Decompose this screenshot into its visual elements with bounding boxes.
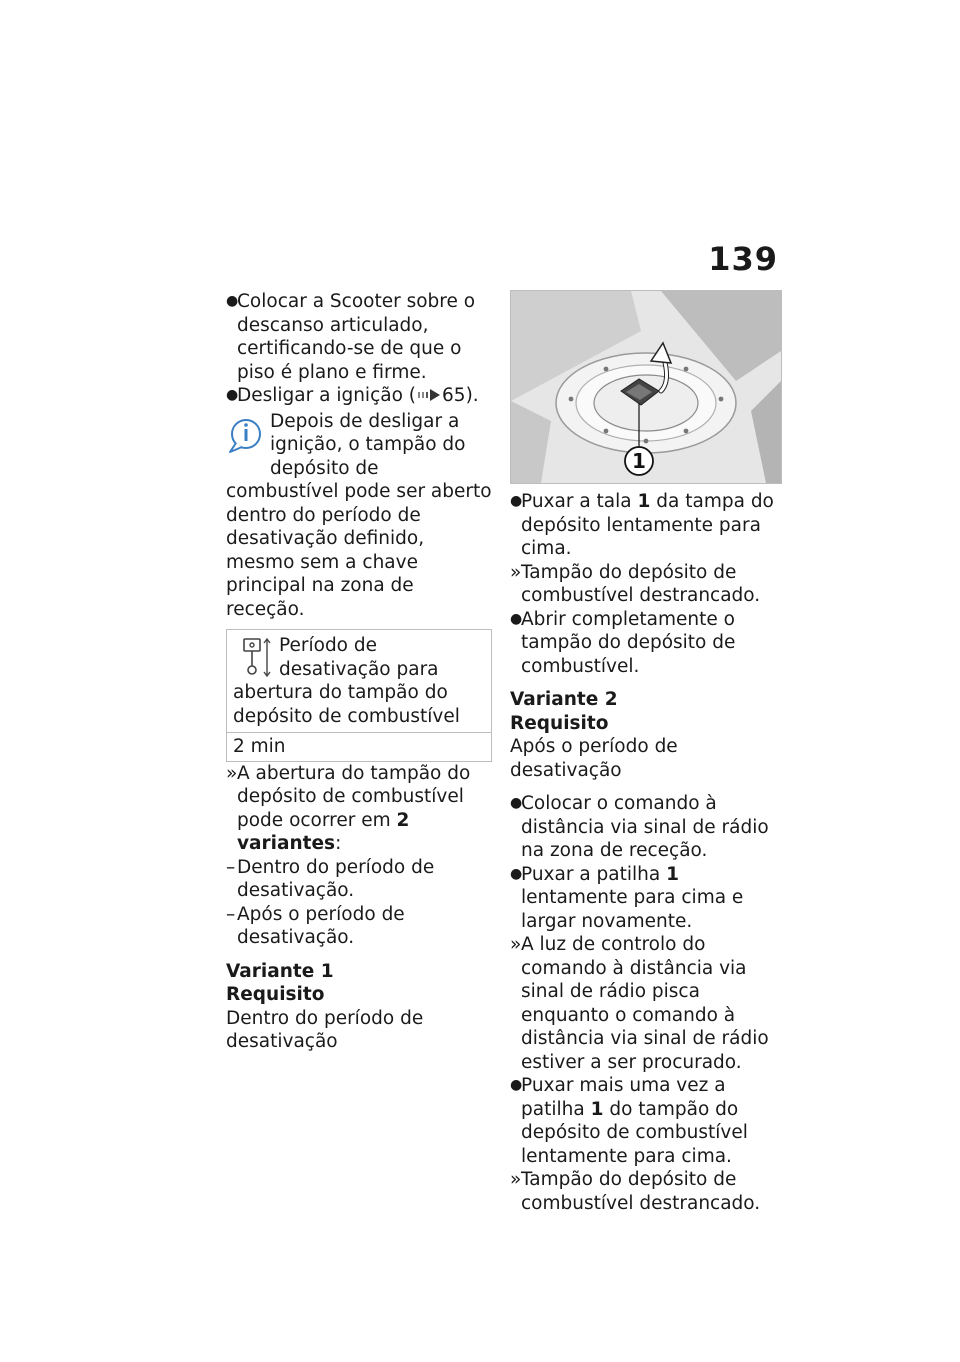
list-item: ● Abrir completamente o tampão do depósito de combustível. — [510, 608, 736, 677]
list-item: ● Desligar a ignição ( 65). — [226, 385, 479, 406]
part-reference: 1 — [590, 1098, 604, 1120]
fuel-cap-photo — [510, 290, 782, 484]
right-column — [510, 290, 782, 1215]
requirement-text: Dentro do período de desativação — [226, 1007, 424, 1052]
spec-table — [226, 629, 492, 762]
bullet-marker: ● — [226, 387, 239, 403]
requirement-heading: Requisito — [510, 712, 609, 734]
spec-value: 2 min — [233, 736, 286, 757]
bullet-marker: ● — [510, 610, 523, 627]
arrow-reference-icon — [416, 388, 442, 402]
variant-heading: Variante 2 — [510, 689, 618, 710]
page-reference: 65 — [442, 385, 466, 406]
bullet-marker: ● — [226, 293, 239, 309]
part-reference: 1 — [666, 863, 679, 885]
spec-header — [227, 630, 491, 733]
list-item: ● Colocar a Scooter sobre o descanso articulado, certificando-se de que o piso é plano e firme. — [226, 291, 476, 383]
list-item: » Tampão do depósito de combustível destrancado. — [510, 1169, 761, 1214]
left-column — [226, 290, 492, 1054]
result-marker: » — [510, 561, 522, 583]
list-item: ● Puxar a tala 1 da tampa do depósito lentamente para cima. — [510, 491, 774, 559]
figure-callout: 1 — [632, 449, 646, 473]
list-item: » A abertura do tampão do depósito de combustível pode ocorrer em 2 variantes: — [226, 762, 471, 854]
list-item: – Dentro do período de desativação. — [226, 856, 435, 901]
piston-icon — [239, 636, 273, 680]
requirement-heading: Requisito — [226, 984, 325, 1005]
list-item: ● Puxar a patilha 1 lentamente para cima e largar novamente. — [510, 863, 744, 932]
list-item: – Após o período de desativação. — [226, 903, 405, 948]
requirement-text: Após o período de desativação — [510, 736, 678, 781]
bullet-marker: ● — [510, 865, 523, 882]
spec-title: Período de desativação para abertura do tampão do depósito de combustível — [233, 635, 460, 727]
info-note: Depois de desligar a ignição, o tampão do depósito de combustível pode ser aberto dentro do período de desativação definido, mesmo sem a chave principal na zona de receção. — [226, 410, 492, 620]
bullet-marker: ● — [510, 493, 523, 509]
dash-marker: – — [226, 903, 236, 925]
list-item: » Tampão do depósito de combustível destrancado. — [510, 561, 761, 606]
result-marker: » — [226, 762, 238, 784]
bullet-marker: ● — [510, 795, 523, 811]
part-reference: 1 — [637, 491, 651, 512]
page-number: 139 — [708, 240, 778, 278]
result-marker: » — [510, 934, 522, 955]
list-item: ● Puxar mais uma vez a patilha 1 do tampão do depósito de combustível lentamente para cima. — [510, 1075, 748, 1167]
variant-heading: Variante 1 — [226, 960, 334, 982]
bullet-marker: ● — [510, 1077, 523, 1093]
result-marker: » — [510, 1169, 522, 1190]
list-item: ● Colocar o comando à distância via sinal de rádio na zona de receção. — [510, 793, 769, 861]
list-item: » A luz de controlo do comando à distância via sinal de rádio pisca enquanto o comando à distância via sinal de rádio estiver a ser procurado. — [510, 934, 769, 1073]
dash-marker: – — [226, 856, 236, 878]
info-icon — [226, 412, 266, 460]
